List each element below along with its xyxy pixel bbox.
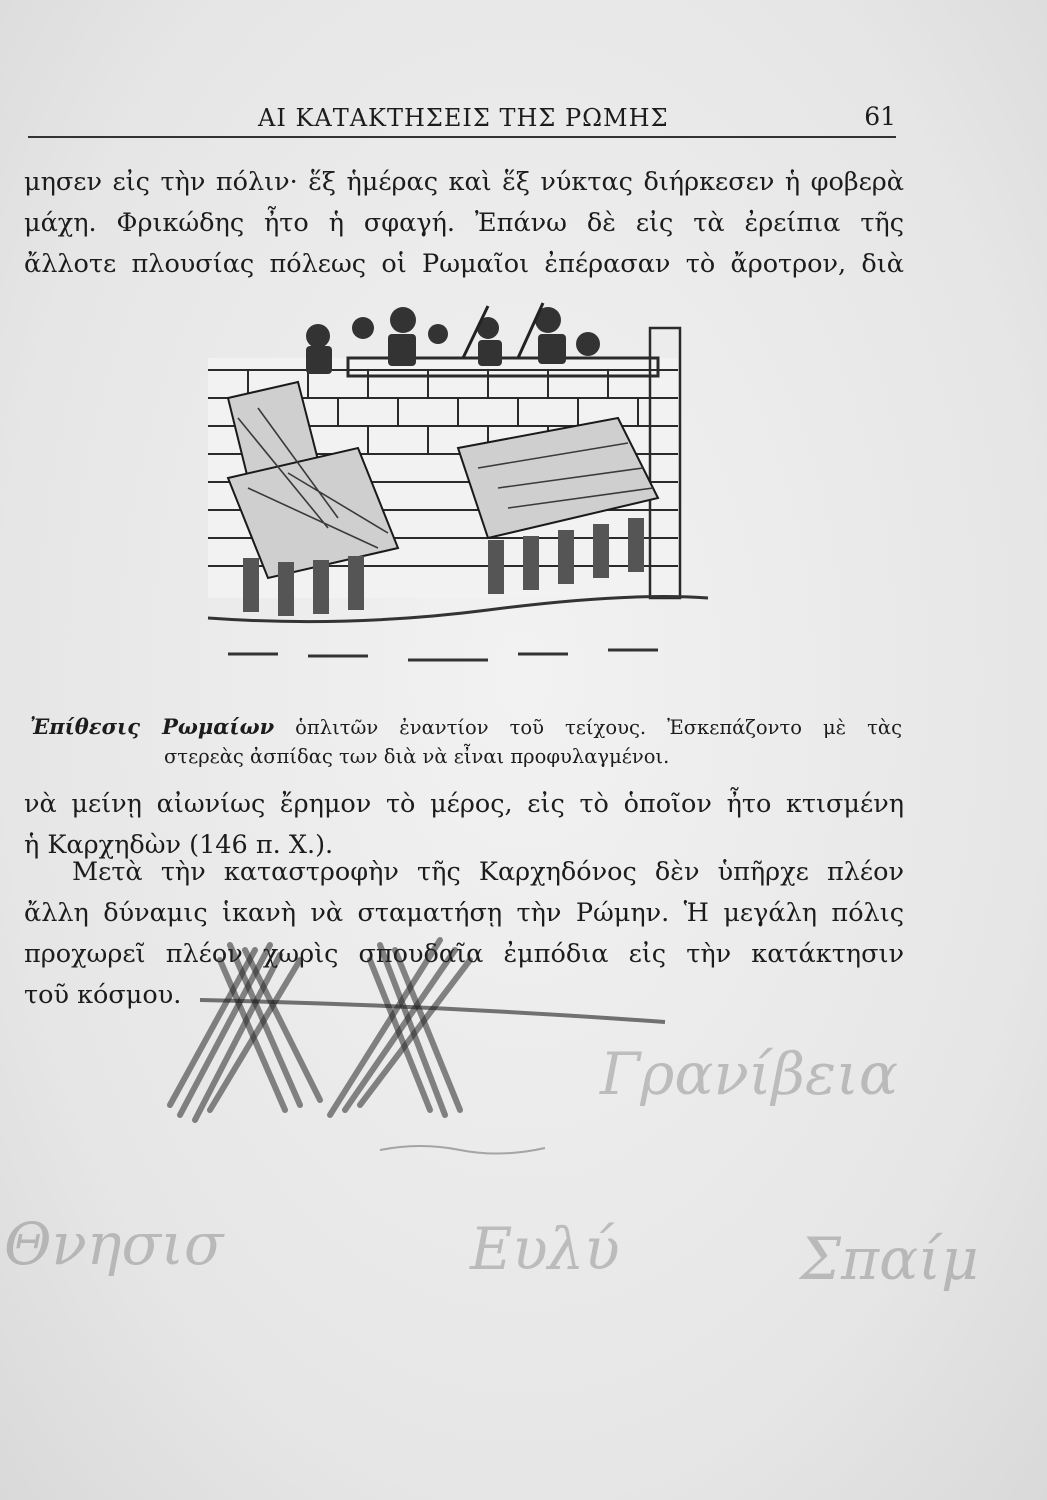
text-line: τοῦ κόσμου. bbox=[24, 980, 182, 1010]
caption-lead: Ἐπίθεσις Ρωμαίων bbox=[30, 714, 275, 739]
text-line: νὰ μείνῃ αἰωνίως ἔρημον τὸ μέρος, εἰς τὸ ὁποῖον ἦτο κτισμένη bbox=[24, 789, 904, 819]
text-line: ἡ Καρχηδὼν (146 π. Χ.). bbox=[24, 830, 334, 860]
text-line: Μετὰ τὴν καταστροφὴν τῆς Καρχηδόνος δὲν ὑπῆρχε πλέον bbox=[72, 857, 904, 887]
paragraph-top bbox=[24, 162, 904, 285]
text-line: μησεν εἰς τὴν πόλιν· ἕξ ἡμέρας καὶ ἕξ νύκτας διήρκεσεν ἡ φοβερὰ bbox=[24, 167, 904, 197]
text-line: προχωρεῖ πλέον χωρὶς σπουδαῖα ἐμπόδια εἰς τὴν κατάκτησιν bbox=[24, 939, 904, 969]
caption-line-2: στερεὰς ἀσπίδας των διὰ νὰ εἶναι προφυλαγμένοι. bbox=[164, 745, 670, 768]
pencil-handwriting: Ευλύ bbox=[470, 1215, 620, 1283]
caption-text: ὁπλιτῶν ἐναντίον τοῦ τείχους. Ἐσκεπάζοντο μὲ τὰς bbox=[295, 716, 903, 739]
text-line: μάχη. Φρικώδης ἦτο ἡ σφαγή. Ἐπάνω δὲ εἰς τὰ ἐρείπια τῆς bbox=[24, 208, 904, 238]
header-rule bbox=[28, 136, 896, 138]
caption-line-1 bbox=[30, 712, 902, 742]
running-title: ΑΙ ΚΑΤΑΚΤΗΣΕΙΣ ΤΗΣ ΡΩΜΗΣ bbox=[258, 104, 669, 132]
text-line: ἄλλη δύναμις ἱκανὴ νὰ σταματήσῃ τὴν Ρώμην. Ἡ μεγάλη πόλις bbox=[24, 898, 904, 928]
running-head bbox=[28, 100, 896, 140]
pencil-handwriting: Γρανίβεια bbox=[600, 1040, 899, 1108]
page-number: 61 bbox=[864, 102, 896, 131]
pencil-handwriting: Σπαίμ bbox=[800, 1225, 979, 1293]
figure-caption bbox=[30, 712, 902, 771]
text-line: ἄλλοτε πλουσίας πόλεως οἱ Ρωμαῖοι ἐπέρασαν τὸ ἄροτρον, διὰ bbox=[24, 249, 904, 279]
paragraph-last bbox=[24, 852, 904, 1016]
pencil-handwriting: Θνησισ bbox=[4, 1210, 224, 1278]
testudo-illustration bbox=[188, 298, 748, 690]
